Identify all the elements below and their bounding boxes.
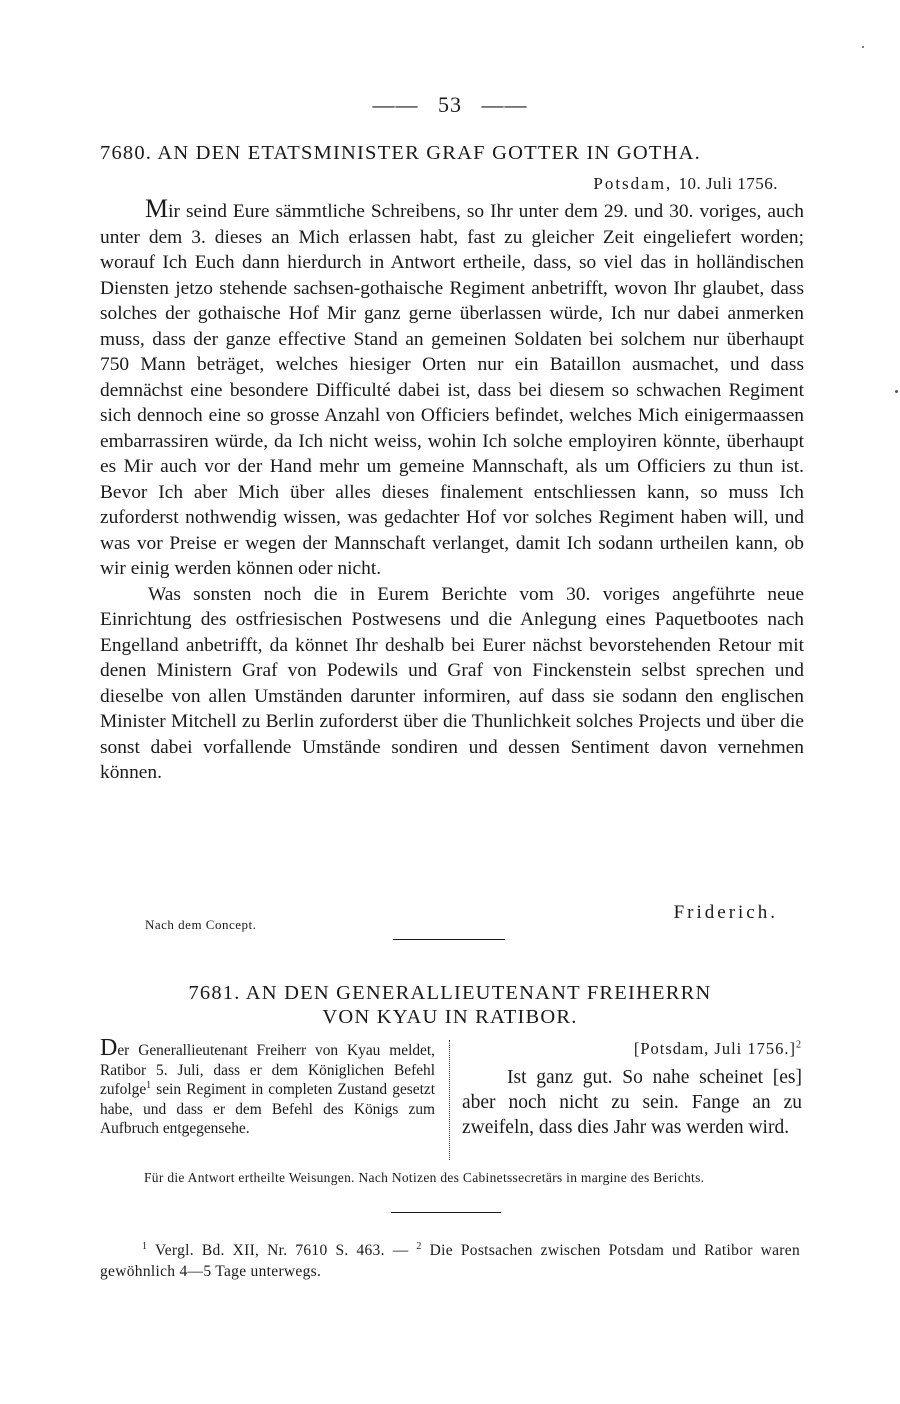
letter-7680-body [100,194,804,786]
footnotes [100,1240,800,1282]
letter-7681-heading-line-2: VON KYAU IN RATIBOR. [322,1006,578,1028]
footnote-1-text: Vergl. Bd. XII, Nr. 7610 S. 463. — [147,1242,417,1259]
king-reply [462,1036,802,1140]
footnote-divider [391,1212,501,1213]
margin-mark-top [862,46,864,48]
footnote-2-mark: 2 [416,1240,422,1252]
paragraph-1-text: ir seind Eure sämmtliche Schreibens, so Ihr unter dem 29. und 30. voriges, auch unter dem 3. dieses an Mich erlassen habt, fast zu gleicher Zeit eingeliefert worden; worauf Ich Euch dann hierdurch in Antwort ertheile, dass, so viel das in holländischen Diensten jetzo stehende sachsen-gothaische Regiment anbetrifft, wovon Ihr glaubet, dass solches der gothaische Hof Mir ganz gerne überlassen würde, Ich nur dabei anmerken muss, dass der ganze effective Stand an gemeinen Soldaten bei solchem nur überhaupt 750 Mann beträget, welches hiesiger Orten nur ein Bataillon ausmachet, und dass demnächst eine besondere Difficulté dabei ist, dass bei diesem so schwachen Regiment sich dennoch eine so grosse Anzahl von Officiers befindet, welches Mich einigermaassen embarrassiren würde, da Ich nicht weiss, wohin Ich solche employiren könnte, überhaupt es Mir auch vor der Hand mehr um gemeine Mannschaft, als um Officiers zu thun ist. Bevor Ich aber Mich über alles dieses finalement entschliessen kann, so muss Ich zuforderst nothwendig wissen, was gedachter Hof vor solches Regiment haben will, und was vor Preise er wegen der Mannschaft verlanget, damit Ich sodann urtheilen kann, ob wir einig werden können oder nicht. [100,201,804,579]
answer-note: Für die Antwort ertheilte Weisungen. Nach Notizen des Cabinetssecretärs in margine des Berichts. [144,1170,705,1185]
reply-dateline [462,1036,802,1061]
dateline-place: Potsdam, [593,174,673,193]
reply-text: Ist ganz gut. So nahe scheinet [es] aber noch nicht zu sein. Fange an zu zweifeln, dass dies Jahr was werden wird. [462,1067,802,1138]
letter-7681-heading-line-1: 7681. AN DEN GENERALLIEUTENANT FREIHERRN [188,982,712,1004]
dash-left: —— [372,92,419,117]
report-summary [100,1035,435,1139]
page-number-line [0,92,900,118]
signature: Friderich. [673,902,778,923]
dash-right: —— [481,92,528,117]
reply-date: [Potsdam, Juli 1756.] [633,1039,796,1058]
dropcap-m: M [145,194,169,223]
report-summary-text-b: sein Regiment in completen Zustand gesetzt habe, und dass er dem Befehl des Königs zum Aufbruch entgegensehe. [100,1081,435,1138]
dropcap-d: D [100,1035,118,1061]
footnote-ref-1: 1 [146,1080,152,1092]
dateline-date: 10. Juli 1756. [678,174,778,193]
letter-7680-dateline [593,174,778,194]
letter-7680-paragraph-1 [100,194,804,582]
page-number: 53 [438,92,462,117]
source-note: Nach dem Concept. [145,917,257,932]
letter-7680-paragraph-2: Was sonsten noch die in Eurem Berichte vom 30. voriges angeführte neue Einrichtung des ostfriesischen Postwesens und die Anlegung eines Paquetbootes nach Engelland anbetrifft, da könnet Ihr deshalb bei Eurer nächst bevorstehenden Retour mit denen Ministern Graf von Podewils und Graf von Finckenstein selbst sprechen und dieselbe von allen Umständen darunter informiren, auf dass sie sodann den englischen Minister Mitchell zu Berlin zuforderst über die Thunlichkeit solches Projects und über die sonst dabei vorfallende Umstände sondiren und dessen Sentiment davon vernehmen können. [100,583,804,783]
report-summary-text-a: er Generallieutenant Freiherr von Kyau meldet, Ratibor 5. Juli, dass er dem Königlichen Befehl zufolge [100,1042,435,1099]
margin-mark [895,390,898,393]
column-divider [449,1040,450,1160]
footnote-2-text: Die Postsachen zwischen Potsdam und Ratibor waren gewöhnlich 4—5 Tage unterwegs. [100,1242,800,1280]
section-divider [393,939,505,940]
footnote-1-mark: 1 [142,1240,148,1252]
letter-7680-heading: 7680. AN DEN ETATSMINISTER GRAF GOTTER IN GOTHA. [100,142,701,164]
footnote-ref-2: 2 [796,1039,802,1051]
